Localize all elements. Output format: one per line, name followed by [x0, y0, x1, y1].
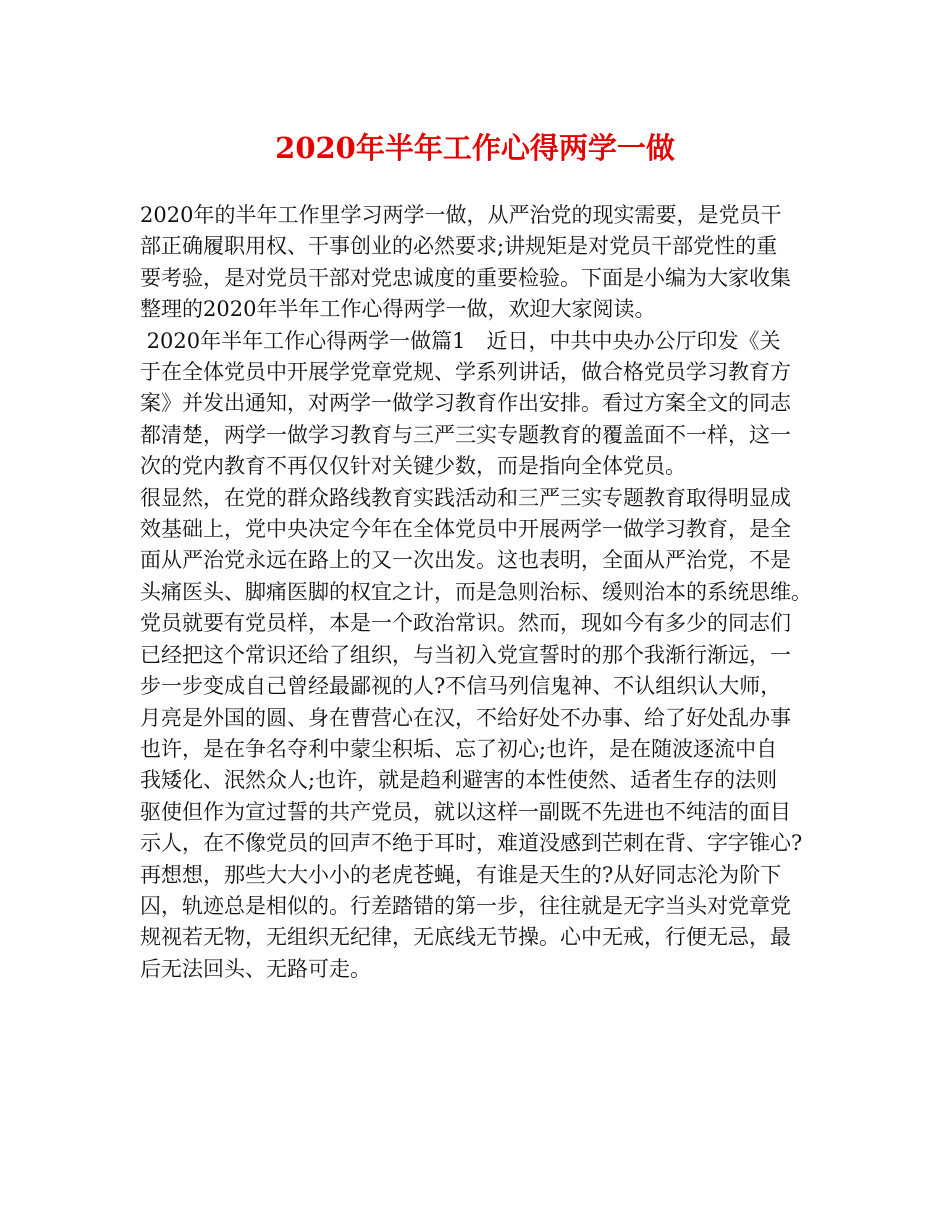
body-line: 整理的2020年半年工作心得两学一做，欢迎大家阅读。 [140, 297, 656, 322]
body-line: 案》并发出通知，对两学一做学习教育作出安排。看过方案全文的同志 [140, 391, 791, 416]
body-line: 部正确履职用权、干事创业的必然要求;讲规矩是对党员干部党性的重 [140, 234, 778, 259]
body-line: 2020年半年工作心得两学一做篇1 近日，中共中央办公厅印发《关 [140, 328, 781, 353]
body-line: 步一步变成自己曾经最鄙视的人?不信马列信鬼神、不认组织认大师， [140, 674, 782, 699]
body-line: 次的党内教育不再仅仅针对关键少数，而是指向全体党员。 [140, 454, 686, 479]
body-line: 2020年的半年工作里学习两学一做，从严治党的现实需要，是党员干 [140, 203, 782, 227]
body-line: 再想想，那些大大小小的老虎苍蝇，有谁是天生的?从好同志沦为阶下 [140, 862, 782, 887]
document-body [140, 200, 830, 985]
body-line: 已经把这个常识还给了组织，与当初入党宣誓时的那个我渐行渐远，一 [140, 642, 791, 667]
body-line: 我矮化、泯然众人;也许，就是趋利避害的本性使然、适者生存的法则 [140, 768, 778, 793]
body-line: 面从严治党永远在路上的又一次出发。这也表明，全面从严治党，不是 [140, 548, 791, 573]
body-line: 效基础上，党中央决定今年在全体党员中开展两学一做学习教育，是全 [140, 517, 791, 542]
body-line: 规视若无物，无组织无纪律，无底线无节操。心中无戒，行便无忌，最 [140, 925, 791, 950]
body-line: 党员就要有党员样，本是一个政治常识。然而，现如今有多少的同志们 [140, 611, 791, 636]
body-line: 示人，在不像党员的回声不绝于耳时，难道没感到芒刺在背、字字锥心? [140, 831, 803, 856]
body-line: 驱使但作为宣过誓的共产党员，就以这样一副既不先进也不纯洁的面目 [140, 799, 791, 824]
body-line: 后无法回头、无路可走。 [140, 956, 371, 981]
document-title: 2020年半年工作心得两学一做 [275, 131, 675, 165]
body-line: 囚，轨迹总是相似的。行差踏错的第一步，往往就是无字当头对党章党 [140, 893, 791, 918]
body-line: 也许，是在争名夺利中蒙尘积垢、忘了初心;也许，是在随波逐流中自 [140, 736, 778, 761]
body-line: 头痛医头、脚痛医脚的权宜之计，而是急则治标、缓则治本的系统思维。 [140, 579, 812, 604]
body-line: 月亮是外国的圆、身在曹营心在汉，不给好处不办事、给了好处乱办事 [140, 705, 791, 730]
body-line: 很显然，在党的群众路线教育实践活动和三严三实专题教育取得明显成 [140, 485, 791, 510]
body-line: 于在全体党员中开展学党章党规、学系列讲话，做合格党员学习教育方 [140, 360, 791, 385]
body-line: 要考验，是对党员干部对党忠诚度的重要检验。下面是小编为大家收集 [140, 265, 791, 290]
body-line: 都清楚，两学一做学习教育与三严三实专题教育的覆盖面不一样，这一 [140, 422, 791, 447]
